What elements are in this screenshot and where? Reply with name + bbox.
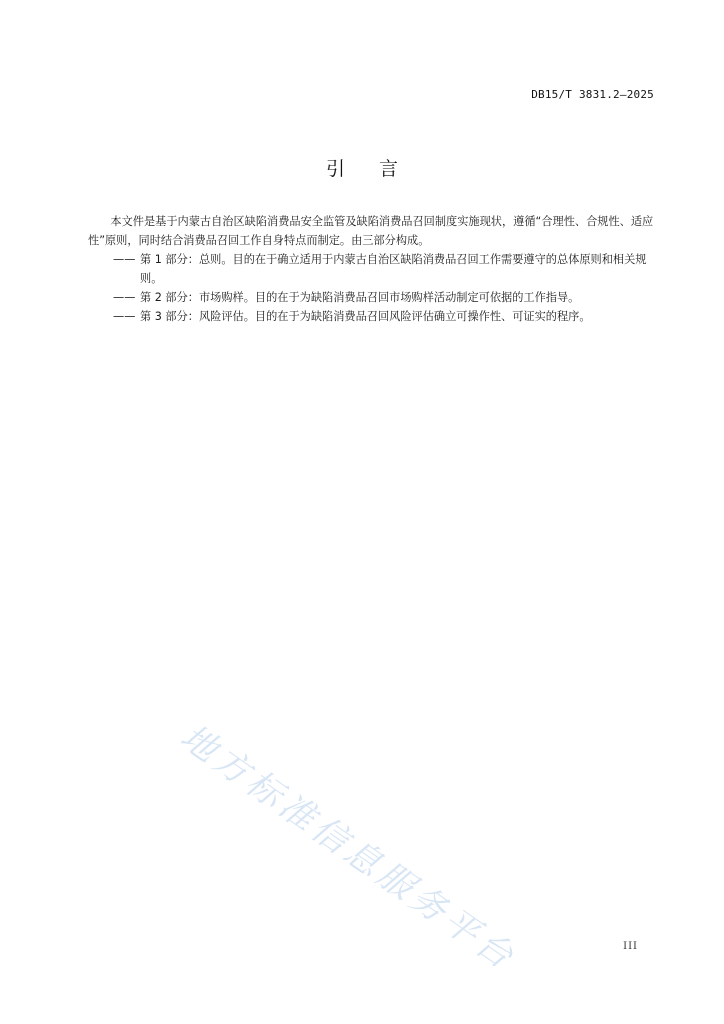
dash-marker: —— [113,310,136,323]
dash-marker: —— [113,253,136,266]
list-item-text: 第 2 部分：市场购样。目的在于为缺陷消费品召回市场购样活动制定可依据的工作指导。 [140,291,580,304]
dash-marker: —— [113,291,136,304]
list-item-part-3 [88,307,668,326]
page-title: 引言 [325,158,432,180]
intro-paragraph: 本文件是基于内蒙古自治区缺陷消费品安全监管及缺陷消费品召回制度实施现状，遵循“合理性、合规性、适应性”原则，同时结合消费品召回工作自身特点而制定。由三部分构成。 [88,215,654,247]
document-code: DB15/T 3831.2—2025 [531,88,654,101]
list-item-part-2 [88,288,668,307]
list-item-part-1 [88,250,668,288]
list-item-text: 第 1 部分：总则。目的在于确立适用于内蒙古自治区缺陷消费品召回工作需要遵守的总体原则和相关规则。 [140,253,647,285]
page-number: III [623,941,638,952]
introduction-body [88,212,668,326]
list-item-text: 第 3 部分：风险评估。目的在于为缺陷消费品召回风险评估确立可操作性、可证实的程序。 [140,310,591,323]
watermark: 地方标准信息服务平台 [172,717,524,980]
